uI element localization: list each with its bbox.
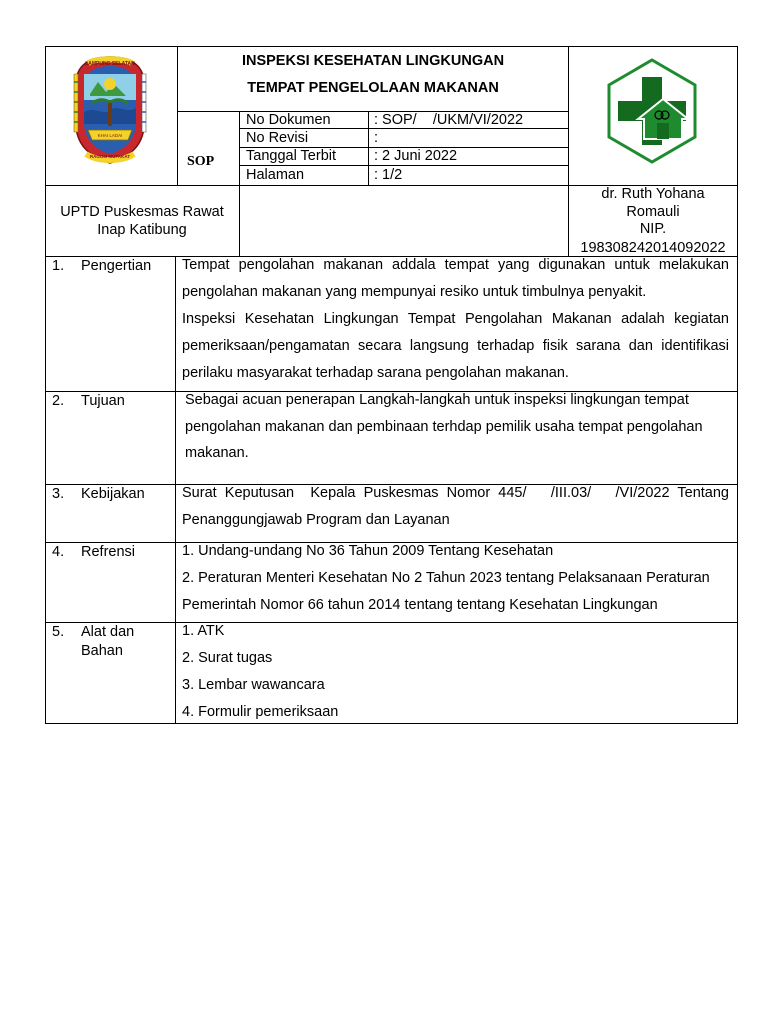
section-number: 4. <box>52 544 65 560</box>
doc-info-row-line <box>239 165 568 166</box>
section-text-line: Penanggungjawab Program dan Layanan <box>182 512 450 528</box>
section-number: 1. <box>52 258 65 274</box>
doc-info-label: Tanggal Terbit <box>246 148 337 164</box>
signer-name-line2: Romauli <box>626 204 680 220</box>
section-text-line: 2. Surat tugas <box>182 650 273 666</box>
signer-nip: 198308242014092022 <box>580 240 726 256</box>
doc-info-label: No Revisi <box>246 130 309 146</box>
crest-top-text: LAMPUNG SELATAN <box>85 61 135 67</box>
doc-info-label: Halaman <box>246 167 305 183</box>
section-label: Tujuan <box>81 393 125 409</box>
section-text-line: 1. ATK <box>182 623 225 639</box>
section-number: 2. <box>52 393 65 409</box>
doc-info-value: : 2 Juni 2022 <box>374 148 458 164</box>
signer-nip-label: NIP. <box>639 221 667 237</box>
doc-info-value: : 1/2 <box>374 167 403 183</box>
section-text-line: pengolahan makanan yang mempunyai resiko untuk timbulnya penyakit. <box>182 284 647 300</box>
doc-info-column-divider <box>368 111 369 186</box>
content-label-column-divider <box>175 256 176 724</box>
section-text-line: Tempat pengolahan makanan addala tempat yang digunakan untuk melakukan <box>182 257 729 273</box>
section-text-line: 1. Undang-undang No 36 Tahun 2009 Tentang Kesehatan <box>182 543 554 559</box>
doc-info-value: : SOP/ /UKM/VI/2022 <box>374 112 524 128</box>
section-label: Kebijakan <box>81 486 145 502</box>
section-label: Pengertian <box>81 258 152 274</box>
section-text-line: perilaku masyarakat terhadap sarana pengolahan makanan. <box>182 365 569 381</box>
section-text-line: Pemerintah Nomor 66 tahun 2014 tentang tentang Kesehatan Lingkungan <box>182 597 658 613</box>
signer-name-line1: dr. Ruth Yohana <box>601 186 705 202</box>
section-label: Alat dan <box>81 624 135 640</box>
section-number: 3. <box>52 486 65 502</box>
section-text-line: 3. Lembar wawancara <box>182 677 325 693</box>
header-divider-sop <box>239 111 240 257</box>
section-text-line: 2. Peraturan Menteri Kesehatan No 2 Tahun 2023 tentang Pelaksanaan Peraturan <box>182 570 710 586</box>
puskesmas-logo <box>605 57 699 165</box>
section-text-line: pemeriksaan/pengamatan secara langsung terhadap fisik sarana dan identifikasi <box>182 338 729 354</box>
section-text-line: Inspeksi Kesehatan Lingkungan Tempat Pengolahan Makanan adalah kegiatan <box>182 311 729 327</box>
org-name: UPTD Puskesmas Rawat Inap Katibung <box>60 204 224 238</box>
section-label: Refrensi <box>81 544 135 560</box>
section-text-line: 4. Formulir pemeriksaan <box>182 704 339 720</box>
section-text-line: makanan. <box>185 445 249 461</box>
section-text-line: Sebagai acuan penerapan Langkah-langkah untuk inspeksi lingkungan tempat <box>185 392 689 408</box>
document-title-line1: INSPEKSI KESEHATAN LINGKUNGAN <box>241 53 505 69</box>
crest-bottom-text: RAGOM MUFAKAT <box>89 154 131 159</box>
section-label: Bahan <box>81 643 123 659</box>
sop-label: SOP <box>187 154 215 169</box>
section-number: 5. <box>52 624 65 640</box>
regency-crest-logo <box>68 54 152 166</box>
doc-info-label: No Dokumen <box>246 112 331 128</box>
doc-info-value: : <box>374 130 379 146</box>
crest-ribbon-text: KHAI LADAI <box>97 133 123 138</box>
document-title-line2: TEMPAT PENGELOLAAN MAKANAN <box>247 80 499 96</box>
section-text-line: pengolahan makanan dan pembinaan terhdap pemilik usaha tempat pengolahan <box>185 419 703 435</box>
section-text-line: Surat Keputusan Kepala Puskesmas Nomor 445/ /III.03/ /VI/2022 Tentang <box>182 485 729 501</box>
